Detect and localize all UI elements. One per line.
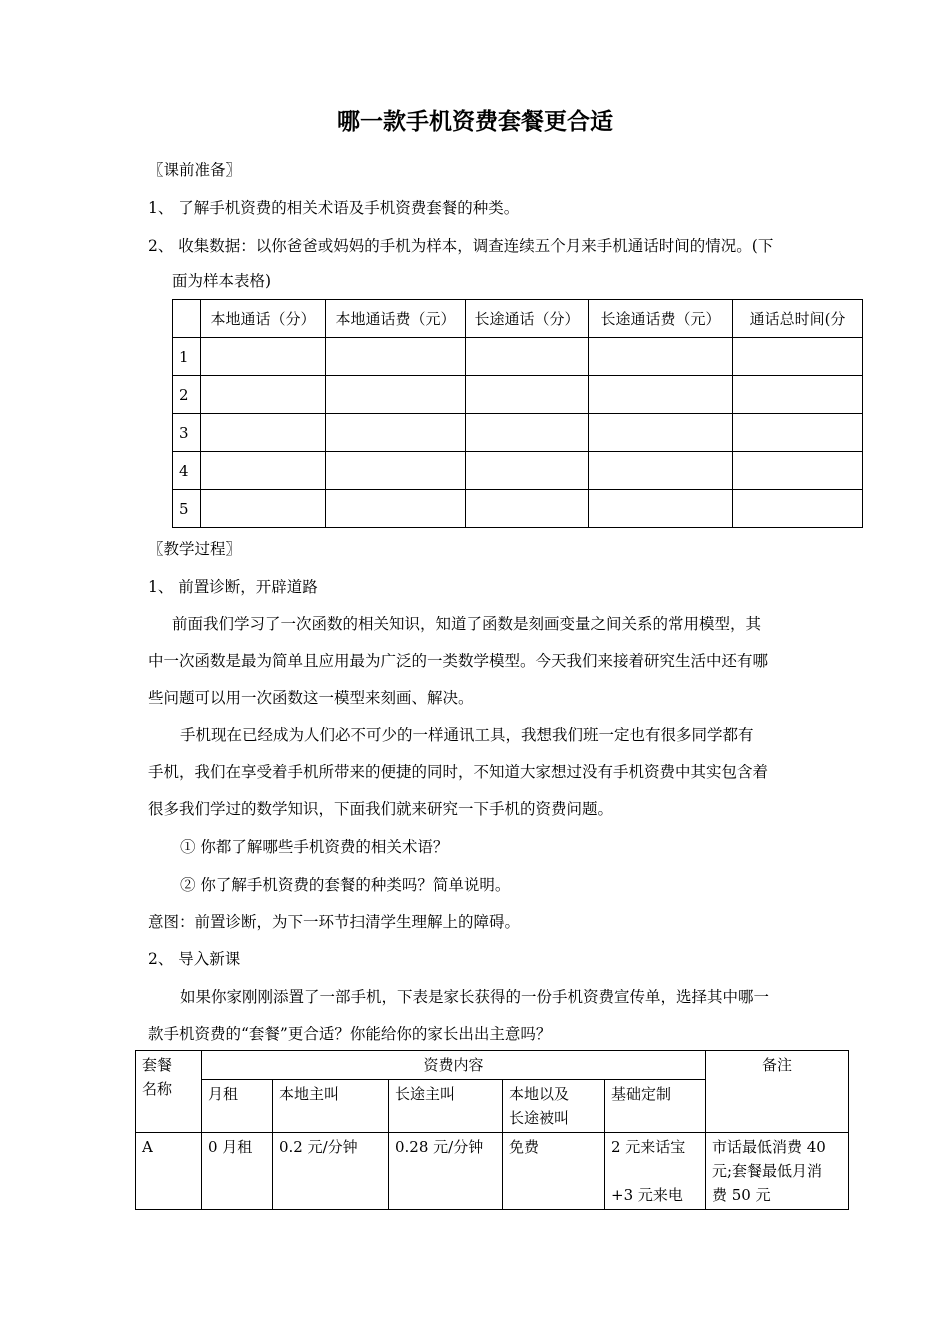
sample-header-local-fee: 本地通话费（元）: [326, 300, 466, 338]
table-cell: [201, 338, 326, 376]
table-cell: [326, 338, 466, 376]
plan-a-local-call: 0.2 元/分钟: [273, 1133, 389, 1210]
table-cell: [733, 414, 863, 452]
plan-name-header-line-1: 套餐: [142, 1056, 173, 1074]
process-step-1: 1、 前置诊断，开辟道路: [148, 578, 318, 596]
table-cell: [201, 414, 326, 452]
plan-a-monthly: 0 月租: [202, 1133, 273, 1210]
table-cell: [326, 376, 466, 414]
page-title: 哪一款手机资费套餐更合适: [337, 109, 613, 135]
received-header-line-2: 长途被叫: [509, 1109, 570, 1127]
table-cell: [201, 490, 326, 528]
plan-a-remarks-line-1: 市话最低消费 40: [712, 1138, 826, 1156]
table-cell: [733, 452, 863, 490]
plan-a-basic-line-2: +3 元来电: [611, 1186, 683, 1204]
basic-header: 基础定制: [605, 1080, 706, 1133]
prep-heading: 〖课前准备〗: [148, 161, 242, 179]
table-cell: [201, 452, 326, 490]
sample-table-corner-cell: [173, 300, 201, 338]
local-call-header: 本地主叫: [273, 1080, 389, 1133]
table-cell: [326, 414, 466, 452]
para2-line-3: 很多我们学过的数学知识，下面我们就来研究一下手机的资费问题。: [148, 800, 614, 818]
plan-a-long-call: 0.28 元/分钟: [389, 1133, 503, 1210]
question-1: ① 你都了解哪些手机资费的相关术语？: [180, 838, 449, 856]
table-cell: [466, 490, 589, 528]
row-number: 5: [173, 490, 201, 528]
sample-header-total-time: 通话总时间(分: [733, 300, 863, 338]
sample-header-local-minutes: 本地通话（分）: [201, 300, 326, 338]
monthly-header: 月租: [202, 1080, 273, 1133]
plan-a-name: A: [136, 1133, 202, 1210]
question-2: ② 你了解手机资费的套餐的种类吗？简单说明。: [180, 876, 511, 894]
table-row: [173, 338, 863, 376]
plan-a-received: 免费: [503, 1133, 605, 1210]
table-cell: [589, 490, 733, 528]
row-number: 4: [173, 452, 201, 490]
sample-table-header-row: [173, 300, 863, 338]
table-cell: [201, 376, 326, 414]
prep-item-2-line-1: 2、 收集数据：以你爸爸或妈妈的手机为样本，调查连续五个月来手机通话时间的情况。(下: [148, 237, 774, 255]
plan-table: [135, 1050, 849, 1210]
plan-a-basic-line-1: 2 元来话宝: [611, 1138, 686, 1156]
para3-line-1: 如果你家刚刚添置了一部手机，下表是家长获得的一份手机资费宣传单，选择其中哪一: [180, 988, 770, 1006]
table-cell: [589, 376, 733, 414]
plan-a-remarks: [706, 1133, 849, 1210]
para1-line-1: 前面我们学习了一次函数的相关知识，知道了函数是刻画变量之间关系的常用模型，其: [172, 615, 762, 633]
process-heading: 〖教学过程〗: [148, 540, 242, 558]
table-cell: [589, 452, 733, 490]
para3-line-2: 款手机资费的“套餐”更合适？你能给你的家长出出主意吗？: [148, 1025, 552, 1043]
table-cell: [326, 452, 466, 490]
plan-name-header: [136, 1051, 202, 1133]
prep-item-2-line-2: 面为样本表格): [172, 272, 272, 290]
plan-header-row: [136, 1051, 849, 1080]
para1-line-3: 些问题可以用一次函数这一模型来刻画、解决。: [148, 689, 474, 707]
table-row: [173, 490, 863, 528]
table-cell: [326, 490, 466, 528]
table-cell: [466, 452, 589, 490]
process-step-2: 2、 导入新课: [148, 950, 241, 968]
plan-a-remarks-line-3: 费 50 元: [712, 1186, 771, 1204]
received-header: [503, 1080, 605, 1133]
fee-content-header: 资费内容: [202, 1051, 706, 1080]
table-cell: [733, 376, 863, 414]
table-row: [173, 376, 863, 414]
table-cell: [733, 338, 863, 376]
intent-note: 意图：前置诊断，为下一环节扫清学生理解上的障碍。: [148, 913, 521, 931]
para2-line-2: 手机，我们在享受着手机所带来的便捷的同时，不知道大家想过没有手机资费中其实包含着: [148, 763, 769, 781]
table-row: [173, 414, 863, 452]
remarks-header: 备注: [706, 1051, 849, 1133]
plan-name-header-line-2: 名称: [142, 1080, 173, 1098]
para2-line-1: 手机现在已经成为人们必不可少的一样通讯工具，我想我们班一定也有很多同学都有: [180, 726, 754, 744]
long-call-header: 长途主叫: [389, 1080, 503, 1133]
table-cell: [466, 338, 589, 376]
para1-line-2: 中一次函数是最为简单且应用最为广泛的一类数学模型。今天我们来接着研究生活中还有哪: [148, 652, 769, 670]
plan-a-basic: [605, 1133, 706, 1210]
sample-header-long-minutes: 长途通话（分）: [466, 300, 589, 338]
table-cell: [466, 376, 589, 414]
plan-a-remarks-line-2: 元;套餐最低月消: [712, 1162, 823, 1180]
row-number: 3: [173, 414, 201, 452]
sample-header-long-fee: 长途通话费（元）: [589, 300, 733, 338]
sample-table: [172, 299, 863, 528]
received-header-line-1: 本地以及: [509, 1085, 570, 1103]
row-number: 1: [173, 338, 201, 376]
prep-item-1: 1、 了解手机资费的相关术语及手机资费套餐的种类。: [148, 199, 520, 217]
table-cell: [733, 490, 863, 528]
table-row: [136, 1133, 849, 1210]
row-number: 2: [173, 376, 201, 414]
table-cell: [589, 414, 733, 452]
table-cell: [589, 338, 733, 376]
table-row: [173, 452, 863, 490]
table-cell: [466, 414, 589, 452]
